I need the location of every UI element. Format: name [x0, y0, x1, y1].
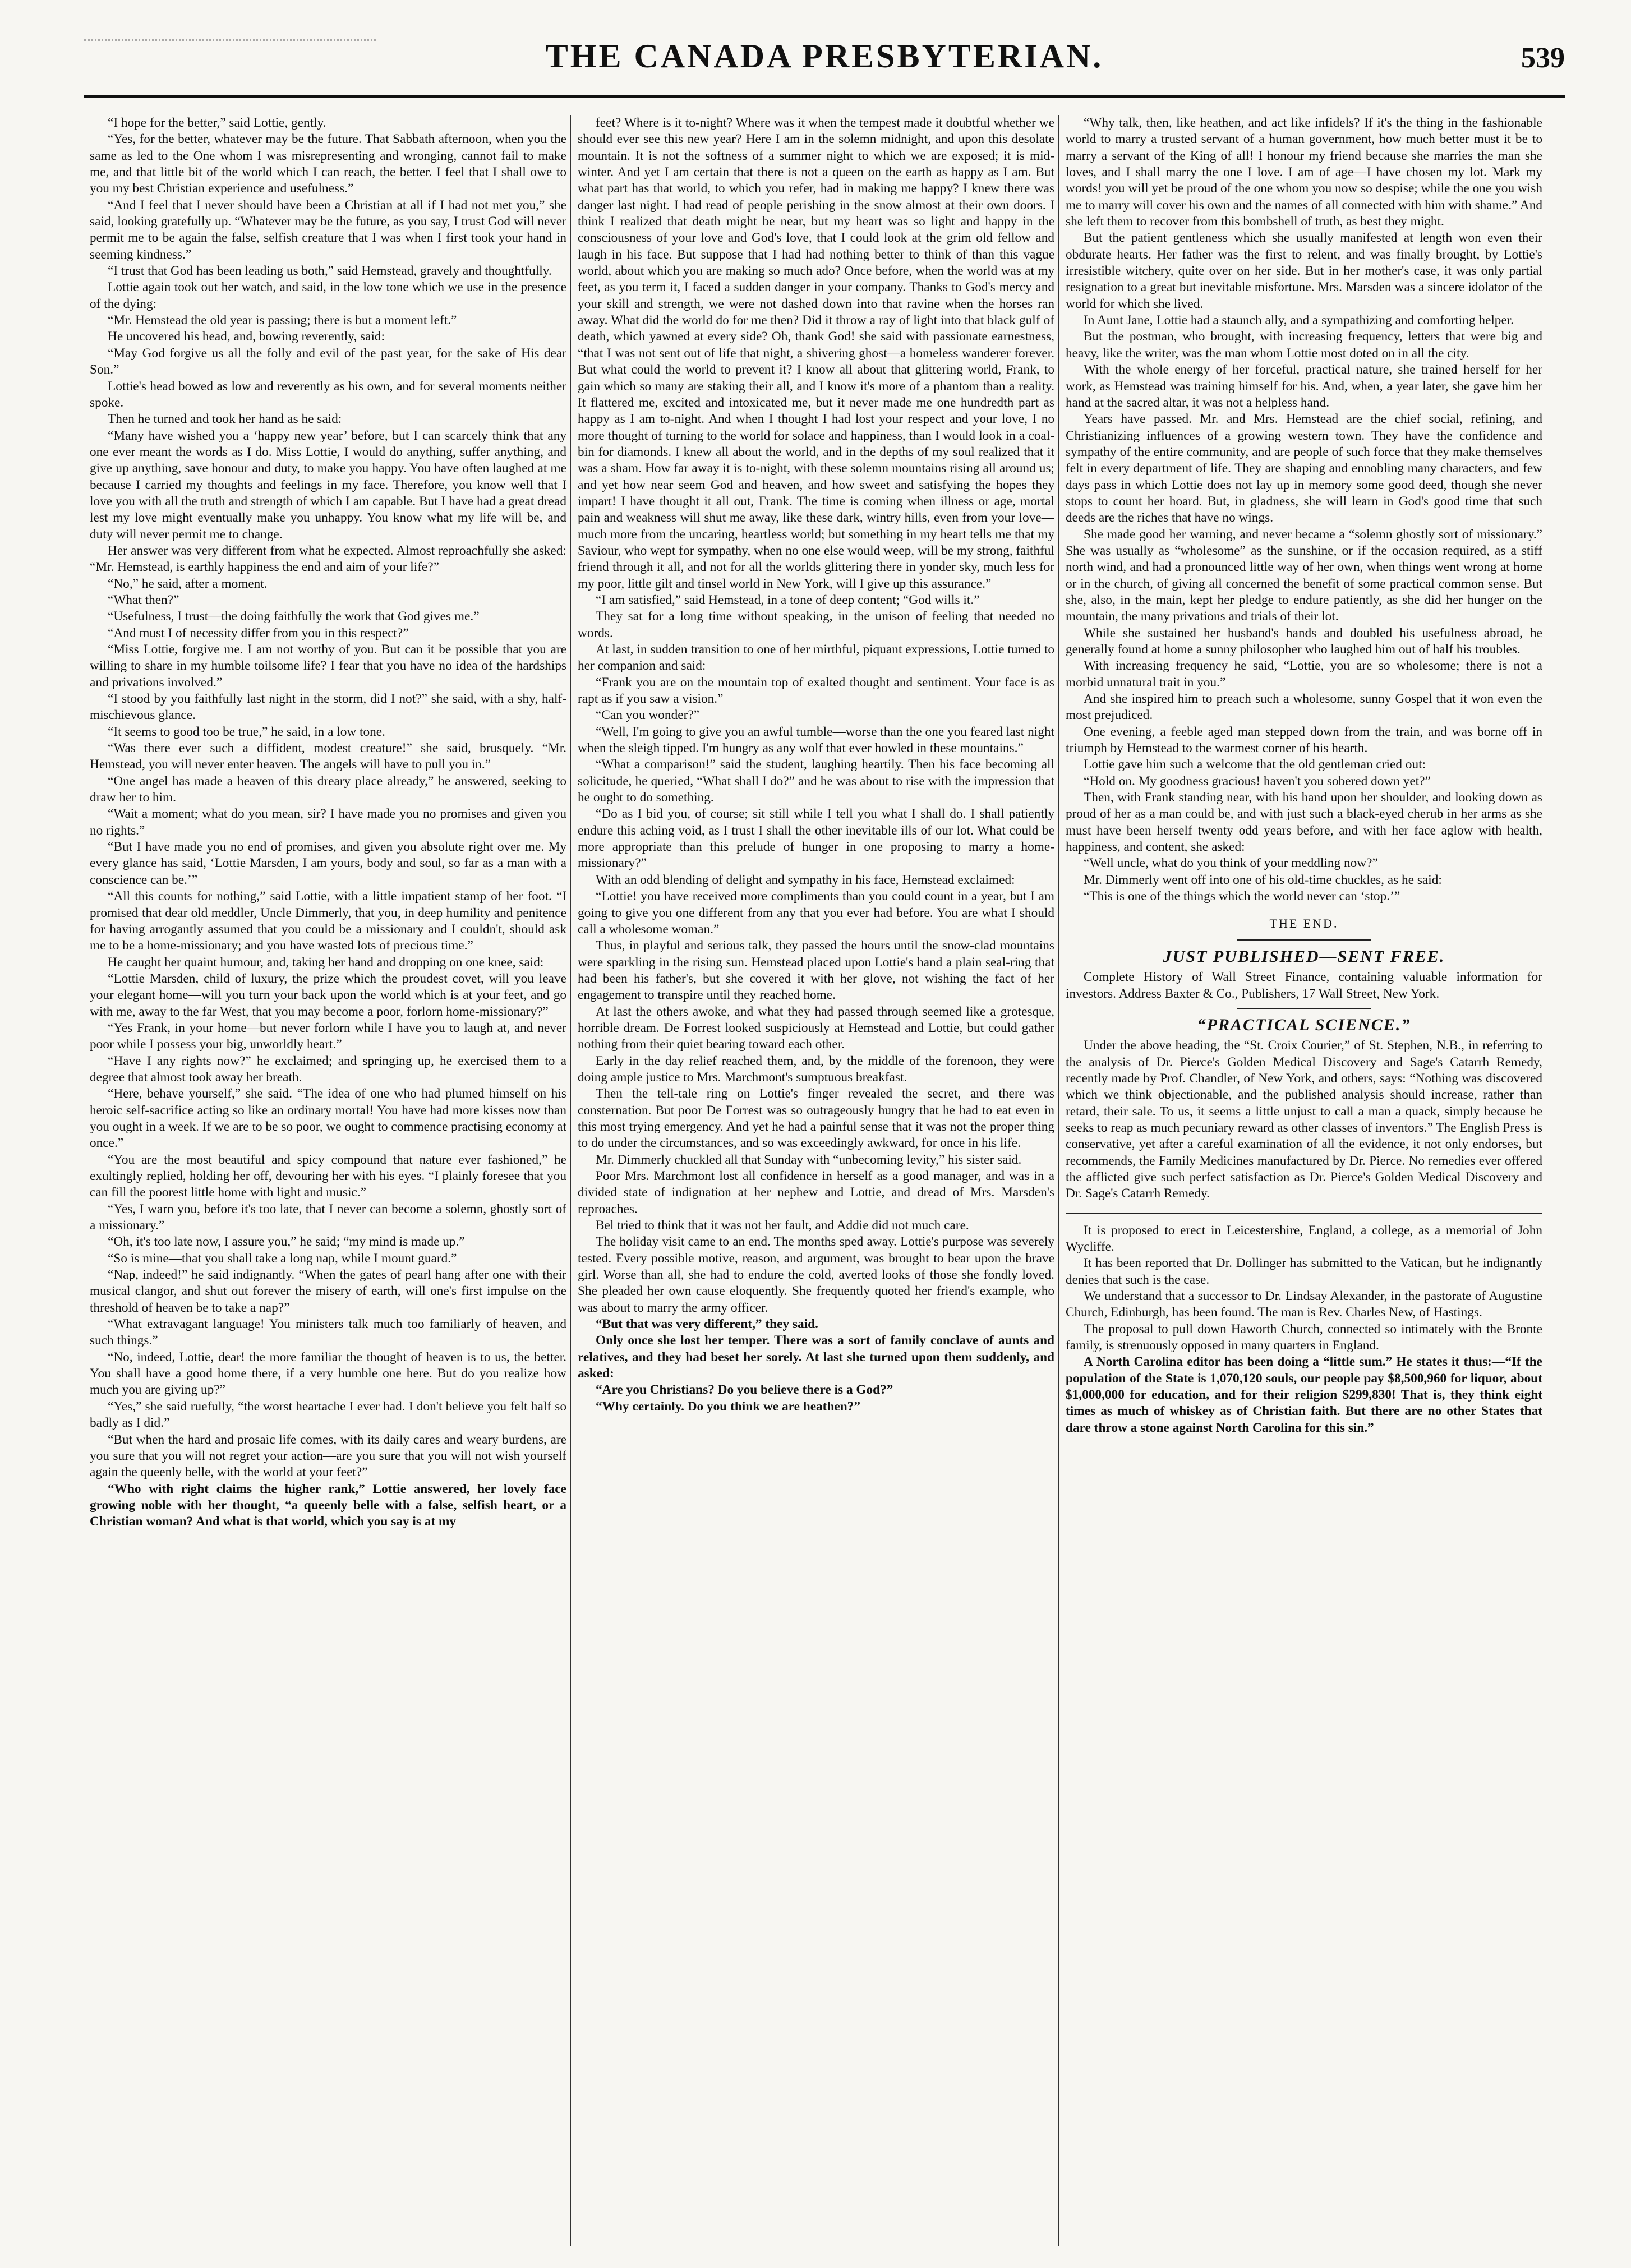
story-paragraph: “What then?” [108, 592, 179, 607]
ad-body-practical-science: Under the above heading, the “St. Croix Courier,” of St. Stephen, N.B., in referring to the analysis of Dr. Pierce's Golden Medical Discovery and Sage's Catarrh Remedy, recently made by Prof. Chandler, of New York, and others, says: “Nothing was discovered which we think objectionable, and the published analysis should increase, rather than retard, their sale. To us, it seems a little unjust to call a man a quack, simply because he seeks to reap as much pecuniary reward as other classes of inventors.” The English Press is conservative, yet after a careful examination of all the evidence, it not only endorses, but recommends, the Family Medicines manufactured by Dr. Pierce. No remedies ever offered the afflicted give such perfect satisfaction as Dr. Pierce's Golden Medical Discovery and Dr. Sage's Catarrh Remedy. [1066, 1038, 1542, 1201]
story-paragraph: They sat for a long time without speaking, in the unison of feeling that needed no words. [578, 609, 1054, 640]
ad-body-wall-street: Complete History of Wall Street Finance, containing valuable information for investors. Address Baxter & Co., Publishers, 17 Wall Street, New York. [1066, 970, 1542, 1001]
story-paragraph: “One angel has made a heaven of this dreary place already,” he answered, seeking to draw her to him. [90, 773, 566, 805]
story-paragraph: “Nap, indeed!” he said indignantly. “When the gates of pearl hang after one with their musical clangor, and shut out forever the misery of earth, will one's first impulse on the threshold of heaven be to take a nap?” [90, 1267, 566, 1315]
story-paragraph: “No, indeed, Lottie, dear! the more familiar the thought of heaven is to us, the better. You shall have a good home there, if a very humble one here. But do you realize how much you are giving up?” [90, 1349, 566, 1398]
story-paragraph: “Yes Frank, in your home—but never forlorn while I have you to laugh at, and never poor while I possess your big, unworldly heart.” [90, 1020, 566, 1052]
newspaper-title: THE CANADA PRESBYTERIAN. [545, 38, 1104, 75]
story-paragraph: “Have I any rights now?” he exclaimed; and springing up, he exercised them to a degree that almost took away her breath. [90, 1053, 566, 1085]
story-paragraph: “You are the most beautiful and spicy compound that nature ever fashioned,” he exultingly replied, holding her off, devouring her with his eyes. “I plainly foresee that you can fill the poorest little home with light and music.” [90, 1152, 566, 1200]
story-paragraph: At last the others awoke, and what they had passed through seemed like a grotesque, horrible dream. De Forrest looked suspiciously at Hemstead and Lottie, but could gather nothing from their quiet bearing toward each other. [578, 1004, 1054, 1052]
the-end-label: THE END. [1269, 916, 1339, 930]
story-paragraph: “It seems to good too be true,” he said, in a low tone. [108, 724, 385, 739]
story-paragraph: Then he turned and took her hand as he said: [108, 412, 342, 427]
story-paragraph: Years have passed. Mr. and Mrs. Hemstead are the chief social, refining, and Christianizing influences of a growing western town. They have the confidence and sympathy of the entire community, and are people of such force that they make themselves felt in every department of life. They are shaping and ennobling many characters, and few days pass in which Lottie does not lay up in memory some good deed, though she never stops to count her hoard. But, in gladness, she will learn in God's good time that such deeds are the riches that have no wings. [1066, 412, 1542, 525]
masthead [84, 34, 1565, 95]
story-paragraph: “Lottie! you have received more compliments than you could count in a year, but I am going to give you one different from any that you ever had before. You are what I should call a wholesome woman.” [578, 889, 1054, 937]
news-note: The proposal to pull down Haworth Church, connected so intimately with the Bronte family, is strenuously opposed in many quarters in England. [1066, 1321, 1542, 1353]
story-paragraph: “So is mine—that you shall take a long nap, while I mount guard.” [108, 1251, 457, 1266]
story-paragraph: At last, in sudden transition to one of her mirthful, piquant expressions, Lottie turned to her companion and said: [578, 642, 1054, 674]
story-paragraph: Poor Mrs. Marchmont lost all confidence in herself as a good manager, and was in a divided state of indignation at her nephew and Lottie, and dread of Mrs. Marsden's reproaches. [578, 1169, 1054, 1216]
story-paragraph: “Lottie Marsden, child of luxury, the prize which the proudest covet, will you leave your elegant home—will you turn your back upon the world which is at your feet, and go with me, away to the far West, that you may become a poor, forlorn home-missionary?” [90, 971, 566, 1019]
story-paragraph: One evening, a feeble aged man stepped down from the train, and was borne off in triumph by Hemstead to the warmest corner of his hearth. [1066, 724, 1542, 756]
story-paragraph: And she inspired him to preach such a wholesome, sunny Gospel that it won even the most prejudiced. [1066, 692, 1542, 723]
story-paragraph: “But I have made you no end of promises, and given you absolute right over me. My every glance has said, ‘Lottie Marsden, I am yours, body and soul, so far as a man with a conscience can be.’” [90, 840, 566, 887]
story-paragraph: Mr. Dimmerly chuckled all that Sunday with “unbecoming levity,” his sister said. [596, 1152, 1022, 1167]
story-paragraph: She made good her warning, and never became a “solemn ghostly sort of missionary.” She was usually as “wholesome” as the sunshine, or if the occasion required, as a stiff north wind, and had a pronounced little way of her own, when things went wrong at home or in the church, of giving all concerned the benefit of some practical common sense. But she, also, in the main, kept her pledge to endure patiently, as she did her hunger on the mountain, the many privations and trials of their lot. [1066, 527, 1542, 624]
story-paragraph: He uncovered his head, and, bowing reverently, said: [108, 329, 385, 344]
story-paragraph: “This is one of the things which the world never can ‘stop.’” [1084, 889, 1400, 904]
ad-heading-practical-science: “PRACTICAL SCIENCE.” [1197, 1015, 1411, 1034]
story-conclusion [1066, 115, 1542, 905]
notes-divider [1066, 1213, 1542, 1214]
story-paragraph: “Why talk, then, like heathen, and act like infidels? If it's the thing in the fashionable world to marry a trusted servant of a human government, how much better must it be to marry a servant of the King of all! I honour my friend because she marries the man she loves, and I shall marry the one I love. I am of age—I have chosen my lot. Mark my words! you will yet be proud of the one whom you now so despise; while the one you wish me to marry will cover his own and the names of all connected with him with shame.” And she left them to recover from this bombshell of truth, as best they might. [1066, 116, 1542, 229]
story-paragraph: “All this counts for nothing,” said Lottie, with a little impatient stamp of her foot. “I promised that dear old meddler, Uncle Dimmerly, that you, in deep humility and penitence for having arrogantly assumed that you could be a missionary and I couldn't, should ask me to be a home-missionary; and you have wasted lots of precious time.” [90, 889, 566, 953]
story-paragraph: Early in the day relief reached them, and, by the middle of the forenoon, they were doing ample justice to Mrs. Marchmont's sumptuous breakfast. [578, 1053, 1054, 1085]
story-paragraph: “Yes, I warn you, before it's too late, that I never can become a solemn, ghostly sort of a missionary.” [90, 1201, 566, 1233]
story-paragraph: “Wait a moment; what do you mean, sir? I have made you no promises and given you no rights.” [90, 806, 566, 838]
news-notes [1066, 1223, 1542, 1436]
end-rule [1237, 939, 1371, 941]
story-paragraph: Lottie again took out her watch, and said, in the low tone which we use in the presence of the dying: [90, 280, 566, 311]
news-note: It has been reported that Dr. Dollinger has submitted to the Vatican, but he indignantly denies that such is the case. [1066, 1256, 1542, 1287]
column-divider-1 [570, 115, 571, 2246]
story-paragraph: “Who with right claims the higher rank,” Lottie answered, her lovely face growing noble with her thought, “a queenly belle with a false, selfish heart, or a Christian woman? And what is that world, which you say is at my [90, 1481, 566, 1529]
story-paragraph: Lottie gave him such a welcome that the old gentleman cried out: [1084, 757, 1426, 772]
story-paragraph: “Well uncle, what do you think of your meddling now?” [1084, 856, 1378, 871]
story-paragraph: “Mr. Hemstead the old year is passing; there is but a moment left.” [108, 313, 457, 328]
story-paragraph: In Aunt Jane, Lottie had a staunch ally, and a sympathizing and comforting helper. [1084, 313, 1514, 328]
story-paragraph: “Are you Christians? Do you believe there is a God?” [596, 1382, 893, 1398]
story-paragraph: “What a comparison!” said the student, laughing heartily. Then his face becoming all solicitude, he queried, “What shall I do?” and he was about to rise with the impression that he ought to do something. [578, 757, 1054, 805]
page-number: 539 [1521, 42, 1565, 74]
column-2 [578, 115, 1054, 2252]
ad-rule [1237, 1008, 1371, 1009]
story-paragraph: Bel tried to think that it was not her fault, and Addie did not much care. [596, 1218, 969, 1233]
story-paragraph: “Why certainly. Do you think we are heathen?” [596, 1399, 860, 1414]
story-paragraph: With the whole energy of her forceful, practical nature, she trained herself for her work, as Hemstead was training himself for his. And, when, a year later, she gave him her hand at the sacred altar, it was not a helpless hand. [1066, 362, 1542, 410]
column-divider-2 [1058, 115, 1059, 2246]
story-paragraph: “Was there ever such a diffident, modest creature!” she said, brusquely. “Mr. Hemstead, you will never enter heaven. The angels will have to pull you in.” [90, 741, 566, 772]
story-paragraph: “I stood by you faithfully last night in the storm, did I not?” she said, with a shy, half-mischievous glance. [90, 692, 566, 723]
story-paragraph: “But when the hard and prosaic life comes, with its daily cares and weary burdens, are you sure that you will not regret your action—are you sure that you will not wish yourself again the queenly belle, with the world at your feet?” [90, 1432, 566, 1480]
story-paragraph: “Oh, it's too late now, I assure you,” he said; “my mind is made up.” [108, 1234, 465, 1250]
story-paragraph: “Yes, for the better, whatever may be the future. That Sabbath afternoon, when you the same as led to the One whom I was misrepresenting and wronging, cannot fail to make me, and that little bit of the world which I can reach, the better. I feel that I shall owe to you my best Christian experience and usefulness.” [90, 132, 566, 196]
story-paragraph: “I trust that God has been leading us both,” said Hemstead, gravely and thoughtfully. [108, 264, 552, 279]
story-paragraph: “Frank you are on the mountain top of exalted thought and sentiment. Your face is as rapt as if you saw a vision.” [578, 675, 1054, 707]
story-paragraph: “I am satisfied,” said Hemstead, in a tone of deep content; “God wills it.” [596, 592, 980, 607]
story-paragraph: Mr. Dimmerly went off into one of his old-time chuckles, as he said: [1084, 872, 1442, 887]
news-note: It is proposed to erect in Leicestershire, England, a college, as a memorial of John Wycliffe. [1066, 1223, 1542, 1254]
news-note: A North Carolina editor has been doing a “little sum.” He states it thus:—“If the population of the State is 1,070,120 souls, our people pay $8,500,960 for liquor, about $1,000,000 for education, and for their religion $299,830! That is, they think eight times as much of whiskey as of Christian faith. But there are no other States that dare throw a stone against North Carolina for this sin.” [1066, 1354, 1542, 1435]
story-paragraph: “Yes,” she said ruefully, “the worst heartache I ever had. I don't believe you felt half so badly as I did.” [90, 1399, 566, 1431]
story-paragraph: “And must I of necessity differ from you in this respect?” [108, 625, 409, 640]
story-paragraph: But the postman, who brought, with increasing frequency, letters that were big and heavy, like the writer, was the man whom Lottie most doted on in all the city. [1066, 329, 1542, 361]
story-paragraph: “Can you wonder?” [596, 708, 700, 723]
story-paragraph: Lottie's head bowed as low and reverently as his own, and for several moments neither spoke. [90, 379, 566, 410]
story-paragraph: “Miss Lottie, forgive me. I am not worthy of you. But can it be possible that you are willing to share in my humble toilsome life? I fear that you have no idea of the hardships and privations involved.” [90, 642, 566, 690]
story-paragraph: But the patient gentleness which she usually manifested at length won even their obdurate hearts. Her father was the first to relent, and was finally brought, by Lottie's irresistible witchery, quite over on her side. But in her mother's case, it was only partial resignation to a great but inevitable misfortune. Mrs. Marsden was a sincere idolator of the world for which she lived. [1066, 231, 1542, 311]
story-paragraph: Only once she lost her temper. There was a sort of family conclave of aunts and relatives, and they had beset her sorely. At last she turned upon them suddenly, and asked: [578, 1333, 1054, 1381]
news-note: We understand that a successor to Dr. Lindsay Alexander, in the pastorate of Augustine Church, Edinburgh, has been found. The man is Rev. Charles New, of Hastings. [1066, 1289, 1542, 1320]
column-1 [90, 115, 566, 2252]
story-paragraph: Her answer was very different from what he expected. Almost reproachfully she asked: “Mr. Hemstead, is earthly happiness the end and aim of your life?” [90, 543, 566, 575]
story-paragraph: “Well, I'm going to give you an awful tumble—worse than the one you feared last night when the sleigh tipped. I'm hungry as any wolf that ever howled in these mountains.” [578, 724, 1054, 756]
story-paragraph: “Do as I bid you, of course; sit still while I tell you what I shall do. I shall patiently endure this aching void, as I trust I shall the other inevitable ills of our lot. What could be more appropriate than this prelude of hunger in one proposing to marry a home-missionary?” [578, 806, 1054, 871]
story-paragraph: With an odd blending of delight and sympathy in his face, Hemstead exclaimed: [596, 872, 1015, 887]
story-paragraph: Then the tell-tale ring on Lottie's finger revealed the secret, and there was consternation. But poor De Forrest was so outrageously hungry that he had to eat even in this most trying emergency. And yet he had a painful sense that it was not the proper thing to do under the circumstances, and so was exceedingly awkward, for once in his life. [578, 1086, 1054, 1151]
story-paragraph: “Here, behave yourself,” she said. “The idea of one who had plumed himself on his heroic self-sacrifice acting so like an ordinary mortal! You have had more kisses now than you ought in a week. If we are to be so poor, we ought to commence practising economy at once.” [90, 1086, 566, 1151]
story-paragraph: “What extravagant language! You ministers talk much too familiarly of heaven, and such things.” [90, 1317, 566, 1348]
story-paragraph: “Many have wished you a ‘happy new year’ before, but I can scarcely think that any one ever meant the words as I do. Miss Lottie, I would do anything, suffer anything, and give up anything, save honour and duty, to make you happy. You have often laughed at me because I carried my thoughts and feelings in my face. Therefore, you know well that I love you with all the truth and strength of which I am capable. But I have had a great dread lest my love might eventually make you unhappy. You know what my life will be, and duty will never permit me to change. [90, 428, 566, 542]
story-paragraph: While she sustained her husband's hands and doubled his usefulness abroad, he generally found at home a sunny philosopher who laughed him out of half his troubles. [1066, 625, 1542, 657]
story-paragraph: “Usefulness, I trust—the doing faithfully the work that God gives me.” [108, 609, 480, 624]
story-paragraph: He caught her quaint humour, and, taking her hand and dropping on one knee, said: [108, 955, 544, 970]
story-paragraph: “And I feel that I never should have been a Christian at all if I had not met you,” she said, looking gratefully up. “Whatever may be the future, as you say, I trust God will never permit me to be again the false, selfish creature that I was when I first took your hand in seeming kindness.” [90, 197, 566, 262]
ad-heading-wall-street: JUST PUBLISHED—SENT FREE. [1163, 947, 1445, 966]
story-paragraph: “No,” he said, after a moment. [108, 576, 268, 591]
story-paragraph: feet? Where is it to-night? Where was it when the tempest made it doubtful whether we should ever see this new year? Here I am in the solemn midnight, and upon this desolate mountain. It is not the softness of a summer night to which we are exposed; it is mid-winter. And yet I am certain that there is not a queen on the earth as happy as I am. But what part has that world, to which you refer, had in making me happy? I knew there was danger last night. I had read of people perishing in the snow almost at their own doors. I think I realized that death might be near, but my heart was so light and happy in the consciousness of your love and God's love, that I could look at the grim old fellow and laugh in his face. But suppose that I had had nothing better to think of than this vague world, about which you are making so much ado? Once before, when the world was at my feet, as you term it, I faced a sudden danger in your company. Thanks to God's mercy and your skill and strength, we were not dashed down into that ravine when the horses ran away. What did the world do for me then? Did it throw a ray of light into that black gulf of death, which yawned at every side? Oh, thank God! she said with passionate earnestness, “that I was not sent out of life that night, a shivering ghost—a homeless wanderer forever. But what could the world to prevent it? I know all about that glittering world, Frank, to gain which so many are staking their all, and I know it's more of a phantom than a reality. It flattered me, excited and intoxicated me, but it never made me one hundredth part as happy as I am to-night. And when I thought I had lost your respect and your love, I no more thought of turning to the world for solace and happiness, than I would look in a coal-bin for diamonds. I knew all about the world, and in the depths of my soul realized that it was a sham. How far away it is to-night, with these solemn mountains rising all around us; and yet how near seem God and heaven, and how sweet and satisfying the hopes they impart! I have thought it all out, Frank. The time is coming when illness or age, mortal pain and weakness will shut me away, like these dark, wintry hills, even from your love—much more from the uncaring, heartless world; but something in my heart tells me that my Saviour, who wept for sympathy, when no one else would weep, will be my strong, faithful friend through it all, and not for all the worlds glittering there in yonder sky, much less for my poor, little gilt and tinsel world in New York, will I give up this assurance.” [578, 116, 1054, 591]
story-paragraph: The holiday visit came to an end. The months sped away. Lottie's purpose was severely tested. Every possible motive, reason, and argument, was brought to bear upon the brave girl. Worse than all, she had to endure the cold, averted looks of those she fondly loved. She pleaded her own cause eloquently. She frequently quoted her friend's example, who was about to marry the army officer. [578, 1234, 1054, 1315]
story-paragraph: Thus, in playful and serious talk, they passed the hours until the snow-clad mountains were sparkling in the rising sun. Hemstead placed upon Lottie's hand a plain seal-ring that had been his father's, but she covered it with her glove, not wishing the fact of her engagement to transpire until they reached home. [578, 938, 1054, 1003]
column-3 [1066, 115, 1542, 2252]
story-paragraph: With increasing frequency he said, “Lottie, you are so wholesome; there is not a morbid unnatural trait in you.” [1066, 658, 1542, 690]
story-paragraph: Then, with Frank standing near, with his hand upon her shoulder, and looking down as proud of her as a man could be, and with just such a black-eyed cherub in her arms as she must have been herself twenty odd years before, and with her face aglow with health, happiness, and content, she asked: [1066, 790, 1542, 855]
story-paragraph: “But that was very different,” they said. [596, 1317, 818, 1332]
story-paragraph: “May God forgive us all the folly and evil of the past year, for the sake of His dear Son.” [90, 345, 566, 377]
masthead-rule [84, 95, 1565, 98]
story-paragraph: “I hope for the better,” said Lottie, gently. [108, 116, 326, 130]
story-paragraph: “Hold on. My goodness gracious! haven't you sobered down yet?” [1084, 773, 1431, 789]
